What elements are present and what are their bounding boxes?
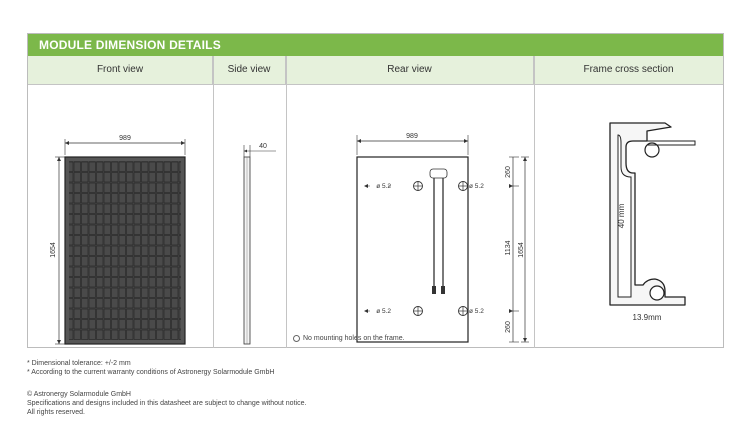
junction-box	[430, 169, 447, 178]
rear-height-label: 1654	[518, 242, 525, 258]
front-height-label: 1654	[50, 242, 57, 258]
rear-width-label: 989	[406, 133, 418, 140]
mounting-hole-top-right	[459, 182, 514, 191]
front-width-label: 989	[119, 135, 131, 142]
svg-text:ø 5.2: ø 5.2	[469, 308, 484, 315]
solar-cell-grid	[69, 161, 181, 340]
side-view-drawing	[214, 85, 286, 347]
footnote-copyright: © Astronergy Solarmodule GmbH	[27, 391, 131, 398]
module-dimension-panel	[27, 33, 724, 348]
frame-height-label: 40 mm	[617, 203, 626, 229]
footnote-rights: All rights reserved.	[27, 409, 85, 416]
frame-width-label: 13.9mm	[632, 313, 662, 322]
column-header-front-view: Front view	[28, 56, 213, 84]
footnote-tolerance: * Dimensional tolerance: +/-2 mm	[27, 360, 131, 367]
rear-view-drawing	[287, 85, 534, 347]
svg-text:ø 5.2: ø 5.2	[376, 183, 391, 190]
frame-screw-channel	[650, 286, 664, 300]
svg-text:ø 5.2: ø 5.2	[376, 308, 391, 315]
rear-note-text: No mounting holes on the frame.	[303, 335, 405, 342]
footnote-changes: Specifications and designs included in this datasheet are subject to change without notice.	[27, 400, 307, 407]
rear-edge-top-label: 260	[505, 166, 512, 178]
footnote-warranty: * According to the current warranty conditions of Astronergy Solarmodule GmbH	[27, 369, 275, 376]
section-title: MODULE DIMENSION DETAILS	[28, 34, 723, 56]
column-header-frame-cross-section: Frame cross section	[534, 56, 723, 84]
column-header-side-view: Side view	[213, 56, 286, 84]
rear-edge-bottom-label: 260	[505, 321, 512, 333]
rear-note	[293, 335, 405, 342]
svg-text:ø 5.2: ø 5.2	[469, 183, 484, 190]
frame-cross-section-drawing	[535, 85, 723, 347]
circle-icon	[293, 335, 300, 342]
side-depth-label: 40	[259, 143, 267, 150]
column-header-rear-view: Rear view	[286, 56, 534, 84]
module-rear-outline	[357, 157, 468, 342]
front-view-drawing	[28, 85, 213, 347]
mounting-hole-bottom-right	[459, 307, 514, 316]
rear-hole-spacing-label: 1134	[505, 240, 512, 256]
